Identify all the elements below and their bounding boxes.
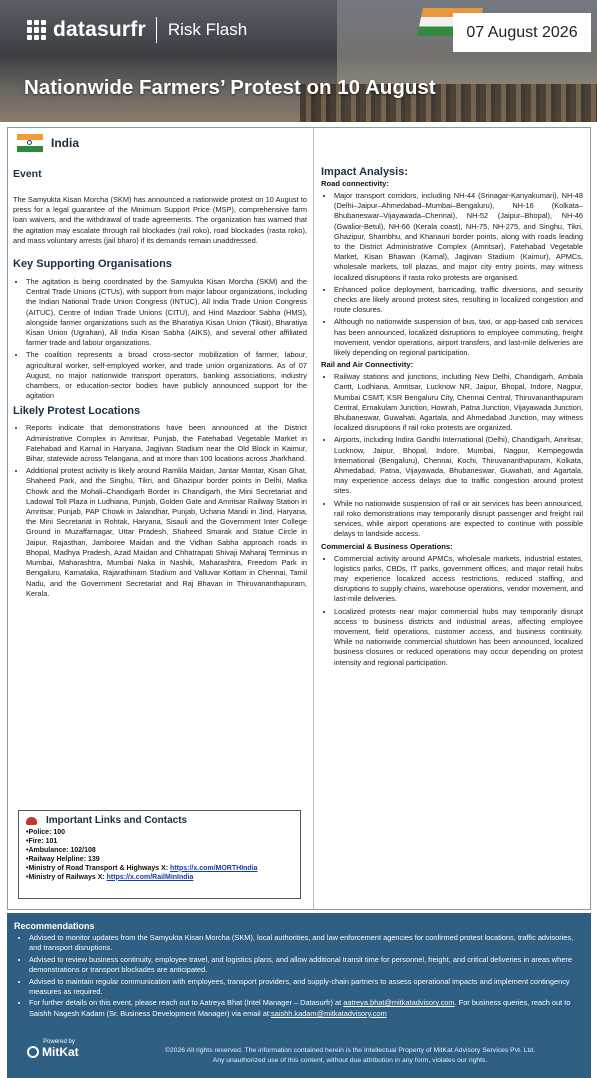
- impact-title: Impact Analysis:: [321, 166, 409, 178]
- brand-separator: [156, 17, 157, 43]
- commercial-subhead: Commercial & Business Operations:: [321, 541, 453, 551]
- contact-railways: •Ministry of Railways X: https://x.com/RailMinIndia: [26, 873, 194, 881]
- india-flag-icon: [17, 134, 43, 152]
- locations-title: Likely Protest Locations: [13, 405, 141, 418]
- list-item: • Advised to review business continuity, employee travel, and logistics plans, and allow additional transit time for personnel, freight, and critical deliveries in areas where demonstrations or transport blockades are anticipated.: [29, 955, 584, 976]
- contact-morth: •Ministry of Road Transport & Highways X: https://x.com/MORTHIndia: [26, 864, 258, 872]
- recommendations-panel: [7, 913, 591, 1078]
- morth-link[interactable]: https://x.com/MORTHIndia: [170, 864, 258, 872]
- right-column: [321, 166, 583, 670]
- left-column: [13, 168, 307, 601]
- contact-item: • For further details on this event, please reach out to Aatreya Bhat (Intel Manager – Datasurfr) at aatreya.bhat@mitkatadvisory.com. For business queries, reach out to Saishh Nagesh Kadam (Sr. Business Development Manager) via email at:saishh.kadam@mitkatadvisory.com: [29, 998, 584, 1019]
- list-item: • The agitation is being coordinated by the Samyukta Kisan Morcha (SKM) and the Central Trade Unions (CTUs), with support from major labour organizations, including the Indian National Trade Union Congress (INTUC), All India Trade Union Congress (AITUC), Centre of Indian Trade Unions (CITU), and Hind Mazdoor Sabha (HMS), alongside farmer organizations such as the Bharatiya Kisan Union (Tikait), Bharatiya Kisan Union (Ugrahan), All India Kisan Sabha (AIKS), and several other affiliated farmer trade and labour organizations.: [26, 277, 307, 348]
- email-link-aatreya[interactable]: aatreya.bhat@mitkatadvisory.com: [343, 998, 455, 1008]
- page-title: Nationwide Farmers’ Protest on 10 August: [24, 76, 436, 99]
- organisations-title: Key Supporting Organisations: [13, 258, 172, 271]
- powered-by-label: Powered by: [43, 1039, 75, 1045]
- list-item: • Reports indicate that demonstrations have been announced at the District Administrative Complex in Amritsar, Punjab, the Fatehabad Vegetable Market in Fatehabad and Karnal in Haryana, Jagjivan Stadium near the Old Block in Kaimur, Bihar, statewide across Telangana, and at more than 100 locations across Jharkhand.: [26, 423, 307, 464]
- organisations-list: [13, 277, 307, 401]
- contacts-title: Important Links and Contacts: [46, 815, 188, 826]
- column-divider: [313, 128, 314, 909]
- recommendations-list: [14, 933, 584, 1019]
- mitkat-logo: [19, 1039, 99, 1059]
- list-item: • While no nationwide suspension of rail or air services has been announced, rail roko demonstrations may temporarily disrupt passenger and freight rail services, while airport operations are expected to continue with possible delays to landside access.: [334, 499, 583, 540]
- rail-subhead: Rail and Air Connectivity:: [321, 360, 414, 370]
- country-tag: [17, 134, 79, 152]
- list-item: • Airports, including Indira Gandhi International (Delhi), Chandigarh, Amritsar, Lucknow, Jaipur, Bhopal, Indore, Mumbai, Nagpur, Kempegowda International (Bengaluru), Chennai, Kochi, Thiruvananthapuram, Kolkata, Ahmedabad, Patna, Vijayawada, Bhubaneswar, Guwahati, and Agartala, may experience access delays due to traffic congestion around protest sites.: [334, 435, 583, 496]
- contact-police: •Police: 100: [26, 829, 66, 836]
- event-text: The Samyukta Kisan Morcha (SKM) has announced a nationwide protest on 10 August to press for a legal guarantee of the Minimum Support Price (MSP), comprehensive farm loan waivers, and the withdrawal of trade agreements. The organization has warned that the agitation may escalate through rail blockades (rail roko), road blockades (rasta roko), and mass voluntary arrests (jail bharo) if its demands remain unaddressed.: [13, 195, 307, 245]
- list-item: • Advised to maintain regular communication with employees, transport providers, and supply-chain partners to assess operational impacts and implement contingency measures as required.: [29, 977, 584, 998]
- list-item: • Additional protest activity is likely around Ramlila Maidan, Jantar Mantar, Kisan Ghat, Shaheed Park, and the Singhu, Tikri, and Ghazipur border points in Delhi, Matka Chowk and the Mohali–Chandigarh Border in Chandigarh, the Mini Secretariat and Ladowal Toll Plaza in Ludhiana, Punjab, Golden Gate and Amritsar Railway Station in Amritsar, Punjab, PAP Chowk in Jalandhar, Punjab, Uchana Mandi in Jind, Haryana, the Mini Secretariat in Rohtak, Haryana, Sisauli and the Government Inter College Ground in Muzaffarnagar, Uttar Pradesh, Shaheed Smarak and Statue Circle in Jaipur, Rajasthan, Jamboree Maidan and the Vidhan Sabha approach roads in Bhopal, Madhya Pradesh, Azad Maidan and Chhatrapati Shivaji Maharaj Terminus in Mumbai, Maharashtra, Mumbai Naka in Nashik, Maharashtra, Freedom Park in Bengaluru, Karnataka, Rajarathinam Stadium and Valluvar Kottam in Chennai, Tamil Nadu, and the Government Secretariat and Raj Bhavan in Thiruvananthapuram, Kerala.: [26, 466, 307, 599]
- header-banner: [0, 0, 597, 122]
- copyright: ©2026 All rights reserved. The information contained herein is the Intellectual Property of MitKat Advisory Services Pvt. Ltd. Any unauthorized use of this content, without due attribution in any form, violates our rights.: [164, 1047, 536, 1064]
- datasurfr-logo-icon: [27, 20, 47, 40]
- mitkat-brand: MitKat: [27, 1045, 99, 1059]
- list-item: • Major transport corridors, including NH-44 (Srinagar-Kanyakumari), NH-48 (Delhi–Jaipur–Ahmedabad–Mumbai–Bengaluru), NH-16 (Kolkata–Bhubaneswar–Vijayawada–Chennai), NH-52 (Jaipur–Bhopal), NH-46 (Gwalior-Betul), NH-66 (Kerala coast), NH-75, NH-275, and Singhu, Tikri, Ghazipur, Shambhu, and Khanauri border points, along with roads leading to the District Administrative Complex (Amritsar), Fatehabad Vegetable Market, Kisan Bhawan (Karnal), Jagjivan Stadium (Kaimur), APMCs, wholesale markets, toll plazas, and major city entry points, may witness localized disruptions if rasta roko protests are organised.: [334, 191, 583, 283]
- list-item: • Commercial activity around APMCs, wholesale markets, industrial estates, logistics parks, CBDs, IT parks, government offices, and major retail hubs may experience localized access restrictions, reduced staffing, and disruptions to supply chains, warehouse operations, vendor movement, and last-mile deliveries.: [334, 554, 583, 605]
- locations-list: [13, 423, 307, 598]
- report-body: [7, 127, 591, 910]
- contact-fire: •Fire: 101: [26, 837, 58, 845]
- road-list: [321, 191, 583, 358]
- list-item: • Advised to monitor updates from the Samyukta Kisan Morcha (SKM), local authorities, and law enforcement agencies for confirmed protest locations, traffic advisories, and transport disruptions.: [29, 933, 584, 954]
- brand-name: datasurfr: [53, 18, 146, 41]
- railways-link[interactable]: https://x.com/RailMinIndia: [106, 873, 194, 881]
- list-item: • Localized protests near major commercial hubs may temporarily disrupt access to business districts and industrial areas, affecting employee movement, field operations, customer access, and business continuity. While no nationwide commercial shutdown has been announced, localized business closures or reduced operations may occur depending on protest intensity and regional participation.: [334, 607, 583, 668]
- contact-ambulance: •Ambulance: 102/108: [26, 846, 96, 854]
- phone-icon: [26, 817, 37, 825]
- rail-list: [321, 372, 583, 539]
- brand-logo: [27, 17, 247, 43]
- event-title: Event: [13, 168, 42, 180]
- country-name: India: [51, 136, 80, 150]
- recommendations-title: Recommendations: [14, 921, 95, 931]
- list-item: • Enhanced police deployment, barricading, traffic diversions, and security checks are likely around protest sites, resulting in localized congestion and route closures.: [334, 285, 583, 316]
- contact-rail-helpline: •Railway Helpline: 139: [26, 855, 100, 863]
- mitkat-logo-icon: [27, 1046, 39, 1058]
- report-date: 07 August 2026: [453, 13, 591, 52]
- email-link-saishh[interactable]: saishh.kadam@mitkatadvisory.com: [270, 1008, 387, 1018]
- product-name: Risk Flash: [167, 20, 248, 39]
- list-item: • Railway stations and junctions, including New Delhi, Chandigarh, Ambala Cantt, Ludhiana, Amritsar, Lucknow NR, Jaipur, Bhopal, Indore, Nagpur, Mumbai CSMT, KSR Bengaluru City, Chennai Central, Thiruvananthapuram Central, Ernakulam Junction, Howrah, Patna Junction, Vijayawada Junction, Bhubaneswar, Guwahati, Agartala, and Ahmedabad Junction, may witness localized disruptions if rail roko protests are organized.: [334, 372, 583, 433]
- commercial-list: [321, 554, 583, 668]
- road-subhead: Road connectivity:: [321, 179, 389, 188]
- contacts-box: [18, 810, 301, 899]
- list-item: • Although no nationwide suspension of bus, taxi, or app-based cab services has been announced, localized disruptions to employee commuting, freight movement, vendor operations, airport transfers, and last-mile deliveries are likely depending on regional participation.: [334, 317, 583, 358]
- list-item: • The coalition represents a broad cross-sector mobilization of farmer, labour, agricultural worker, self-employed worker, and trade union organizations. As of 07 August, no major nationwide transport operators, banking associations, industry chambers, or education-sector bodies have publicly announced support for the agitation: [26, 350, 307, 401]
- contacts-header: [26, 815, 293, 826]
